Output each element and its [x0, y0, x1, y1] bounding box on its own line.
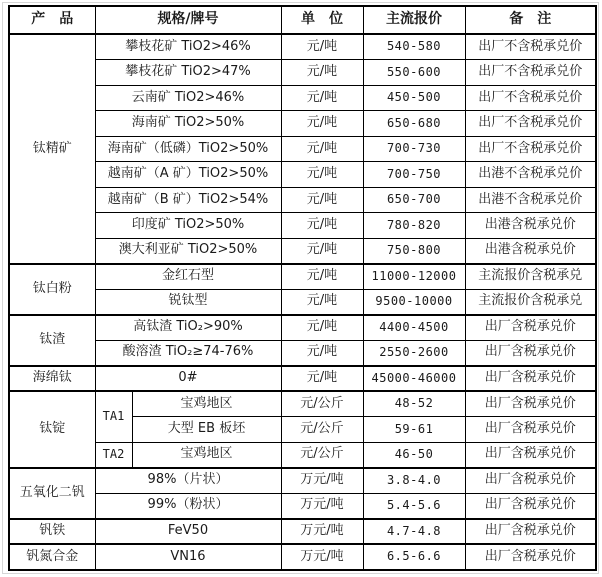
- table-row: [9, 34, 596, 60]
- price-cell: 5.4-5.6: [363, 493, 465, 519]
- header-note: 备 注: [465, 6, 596, 34]
- spec-cell: 0#: [95, 366, 281, 392]
- unit-cell: 万元/吨: [281, 468, 363, 494]
- price-cell: 700-730: [363, 136, 465, 162]
- unit-cell: 万元/吨: [281, 544, 363, 570]
- spec-cell: 99%（粉状）: [95, 493, 281, 519]
- header-spec: 规格/牌号: [95, 6, 281, 34]
- product-cell: 钛渣: [9, 315, 95, 366]
- table-row: [9, 366, 596, 392]
- unit-cell: 元/吨: [281, 187, 363, 213]
- unit-cell: 元/吨: [281, 136, 363, 162]
- price-cell: 3.8-4.0: [363, 468, 465, 494]
- price-cell: 650-700: [363, 187, 465, 213]
- table-row: [9, 391, 596, 417]
- unit-cell: 元/公斤: [281, 442, 363, 468]
- note-cell: 出港不含税承兑价: [465, 162, 596, 188]
- unit-cell: 元/吨: [281, 238, 363, 264]
- spec-cell: FeV50: [95, 519, 281, 545]
- unit-cell: 万元/吨: [281, 493, 363, 519]
- product-cell: 钛白粉: [9, 264, 95, 315]
- note-cell: 出厂含税承兑价: [465, 519, 596, 545]
- note-cell: 出厂含税承兑价: [465, 442, 596, 468]
- table-row: [9, 213, 596, 239]
- unit-cell: 元/公斤: [281, 417, 363, 443]
- price-cell: 780-820: [363, 213, 465, 239]
- price-cell: 11000-12000: [363, 264, 465, 290]
- price-cell: 700-750: [363, 162, 465, 188]
- spec-cell: VN16: [95, 544, 281, 570]
- table-row: [9, 544, 596, 570]
- spec-cell: 酸溶渣 TiO₂≥74-76%: [95, 340, 281, 366]
- spec-cell: 宝鸡地区: [132, 442, 281, 468]
- spec-cell: 金红石型: [95, 264, 281, 290]
- unit-cell: 元/吨: [281, 264, 363, 290]
- note-cell: 出厂含税承兑价: [465, 417, 596, 443]
- product-cell: 钛精矿: [9, 34, 95, 264]
- spec-cell: 98%（片状）: [95, 468, 281, 494]
- product-cell: 钒氮合金: [9, 544, 95, 570]
- table-row: [9, 238, 596, 264]
- note-cell: 主流报价含税承兑: [465, 289, 596, 315]
- price-cell: 650-680: [363, 111, 465, 137]
- price-cell: 540-580: [363, 34, 465, 60]
- unit-cell: 元/吨: [281, 85, 363, 111]
- product-cell: 五氧化二钒: [9, 468, 95, 519]
- spec-cell: 云南矿 TiO2>46%: [95, 85, 281, 111]
- note-cell: 出厂不含税承兑价: [465, 34, 596, 60]
- header-price: 主流报价: [363, 6, 465, 34]
- note-cell: 出厂含税承兑价: [465, 366, 596, 392]
- price-cell: 2550-2600: [363, 340, 465, 366]
- price-cell: 4400-4500: [363, 315, 465, 341]
- table-row: [9, 442, 596, 468]
- table-row: [9, 264, 596, 290]
- product-cell: 钒铁: [9, 519, 95, 545]
- note-cell: 出厂含税承兑价: [465, 468, 596, 494]
- note-cell: 出港含税承兑价: [465, 213, 596, 239]
- spec-cell: 大型 EB 板坯: [132, 417, 281, 443]
- price-cell: 48-52: [363, 391, 465, 417]
- note-cell: 出港含税承兑价: [465, 238, 596, 264]
- spec-cell: 越南矿（A 矿）TiO2>50%: [95, 162, 281, 188]
- spec-cell: 攀枝花矿 TiO2>46%: [95, 34, 281, 60]
- note-cell: 出厂不含税承兑价: [465, 111, 596, 137]
- header-row: [9, 6, 596, 34]
- unit-cell: 元/吨: [281, 366, 363, 392]
- note-cell: 出厂含税承兑价: [465, 544, 596, 570]
- unit-cell: 元/吨: [281, 60, 363, 86]
- unit-cell: 元/吨: [281, 213, 363, 239]
- product-cell: 钛锭: [9, 391, 95, 468]
- price-cell: 450-500: [363, 85, 465, 111]
- table-row: [9, 85, 596, 111]
- note-cell: 出厂含税承兑价: [465, 493, 596, 519]
- spec-cell: 高钛渣 TiO₂>90%: [95, 315, 281, 341]
- unit-cell: 万元/吨: [281, 519, 363, 545]
- price-cell: 550-600: [363, 60, 465, 86]
- unit-cell: 元/吨: [281, 34, 363, 60]
- price-cell: 4.7-4.8: [363, 519, 465, 545]
- spec-cell: 锐钛型: [95, 289, 281, 315]
- table-row: [9, 162, 596, 188]
- ta-label-cell: TA1: [95, 391, 132, 442]
- note-cell: 出厂不含税承兑价: [465, 60, 596, 86]
- unit-cell: 元/吨: [281, 289, 363, 315]
- price-cell: 45000-46000: [363, 366, 465, 392]
- table-row: [9, 340, 596, 366]
- table-row: [9, 315, 596, 341]
- spec-cell: 宝鸡地区: [132, 391, 281, 417]
- table-row: [9, 60, 596, 86]
- note-cell: 出厂不含税承兑价: [465, 136, 596, 162]
- table-row: [9, 187, 596, 213]
- unit-cell: 元/吨: [281, 315, 363, 341]
- note-cell: 主流报价含税承兑: [465, 264, 596, 290]
- header-product: 产 品: [9, 6, 95, 34]
- header-unit: 单 位: [281, 6, 363, 34]
- product-cell: 海绵钛: [9, 366, 95, 392]
- table-row: [9, 468, 596, 494]
- note-cell: 出厂含税承兑价: [465, 315, 596, 341]
- spec-cell: 印度矿 TiO2>50%: [95, 213, 281, 239]
- table-row: [9, 111, 596, 137]
- price-cell: 750-800: [363, 238, 465, 264]
- spec-cell: 海南矿 TiO2>50%: [95, 111, 281, 137]
- price-table: [8, 5, 597, 571]
- spec-cell: 澳大利亚矿 TiO2>50%: [95, 238, 281, 264]
- unit-cell: 元/吨: [281, 111, 363, 137]
- ta-label-cell: TA2: [95, 442, 132, 468]
- spec-cell: 越南矿（B 矿）TiO2>54%: [95, 187, 281, 213]
- table-row: [9, 136, 596, 162]
- note-cell: 出厂含税承兑价: [465, 391, 596, 417]
- price-cell: 46-50: [363, 442, 465, 468]
- table-row: [9, 289, 596, 315]
- note-cell: 出港不含税承兑价: [465, 187, 596, 213]
- unit-cell: 元/吨: [281, 340, 363, 366]
- table-row: [9, 493, 596, 519]
- spec-cell: 攀枝花矿 TiO2>47%: [95, 60, 281, 86]
- table-row: [9, 519, 596, 545]
- spec-cell: 海南矿（低磷）TiO2>50%: [95, 136, 281, 162]
- price-cell: 6.5-6.6: [363, 544, 465, 570]
- note-cell: 出厂含税承兑价: [465, 340, 596, 366]
- unit-cell: 元/吨: [281, 162, 363, 188]
- note-cell: 出厂不含税承兑价: [465, 85, 596, 111]
- price-cell: 9500-10000: [363, 289, 465, 315]
- price-cell: 59-61: [363, 417, 465, 443]
- unit-cell: 元/公斤: [281, 391, 363, 417]
